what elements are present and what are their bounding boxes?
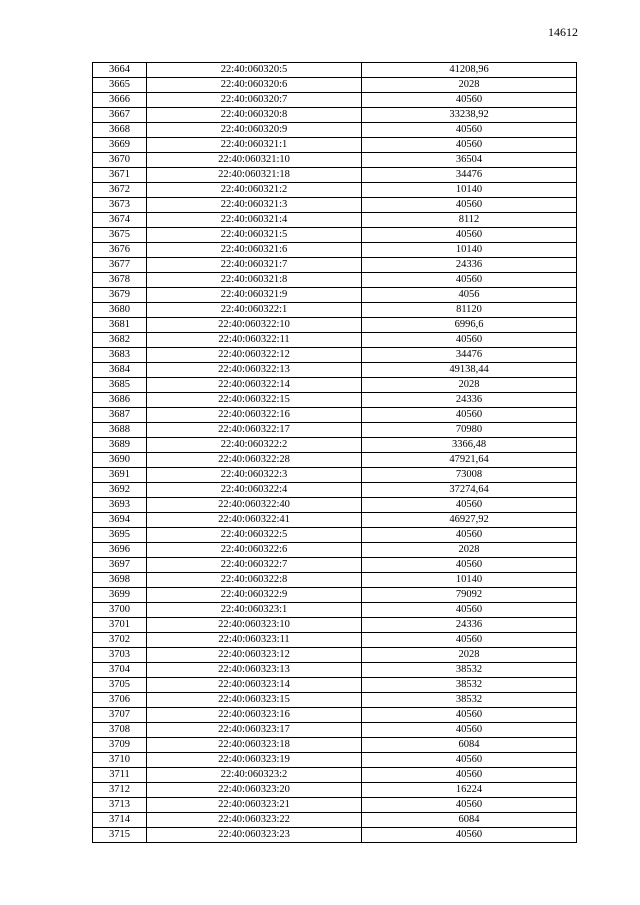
table-row	[93, 363, 577, 378]
value-cell: 6084	[362, 813, 577, 828]
cadastral-number-cell: 22:40:060323:20	[147, 783, 362, 798]
value-cell: 2028	[362, 378, 577, 393]
table-row	[93, 63, 577, 78]
row-number-cell: 3703	[93, 648, 147, 663]
cadastral-number-cell: 22:40:060321:2	[147, 183, 362, 198]
value-cell: 40560	[362, 333, 577, 348]
cadastral-number-cell: 22:40:060320:6	[147, 78, 362, 93]
cadastral-number-cell: 22:40:060323:12	[147, 648, 362, 663]
value-cell: 73008	[362, 468, 577, 483]
cadastral-number-cell: 22:40:060321:6	[147, 243, 362, 258]
table-row	[93, 723, 577, 738]
cadastral-number-cell: 22:40:060321:9	[147, 288, 362, 303]
cadastral-number-cell: 22:40:060321:10	[147, 153, 362, 168]
table-row	[93, 303, 577, 318]
cadastral-number-cell: 22:40:060322:11	[147, 333, 362, 348]
value-cell: 10140	[362, 183, 577, 198]
value-cell: 40560	[362, 708, 577, 723]
cadastral-number-cell: 22:40:060323:19	[147, 753, 362, 768]
cadastral-number-cell: 22:40:060321:8	[147, 273, 362, 288]
row-number-cell: 3694	[93, 513, 147, 528]
cadastral-number-cell: 22:40:060322:16	[147, 408, 362, 423]
table-row	[93, 288, 577, 303]
value-cell: 6084	[362, 738, 577, 753]
value-cell: 40560	[362, 798, 577, 813]
value-cell: 4056	[362, 288, 577, 303]
table-row	[93, 543, 577, 558]
table-row	[93, 273, 577, 288]
table-row	[93, 708, 577, 723]
table-row	[93, 168, 577, 183]
row-number-cell: 3700	[93, 603, 147, 618]
cadastral-number-cell: 22:40:060323:13	[147, 663, 362, 678]
row-number-cell: 3692	[93, 483, 147, 498]
table-row	[93, 618, 577, 633]
cadastral-number-cell: 22:40:060323:2	[147, 768, 362, 783]
cadastral-number-cell: 22:40:060321:3	[147, 198, 362, 213]
row-number-cell: 3688	[93, 423, 147, 438]
row-number-cell: 3665	[93, 78, 147, 93]
value-cell: 40560	[362, 138, 577, 153]
row-number-cell: 3682	[93, 333, 147, 348]
cadastral-number-cell: 22:40:060320:5	[147, 63, 362, 78]
cadastral-number-cell: 22:40:060322:1	[147, 303, 362, 318]
table-row	[93, 78, 577, 93]
table-row	[93, 603, 577, 618]
table-row	[93, 213, 577, 228]
cadastral-number-cell: 22:40:060323:23	[147, 828, 362, 843]
cadastral-number-cell: 22:40:060323:11	[147, 633, 362, 648]
cadastral-number-cell: 22:40:060322:4	[147, 483, 362, 498]
cadastral-number-cell: 22:40:060321:4	[147, 213, 362, 228]
row-number-cell: 3674	[93, 213, 147, 228]
table-row	[93, 438, 577, 453]
row-number-cell: 3689	[93, 438, 147, 453]
cadastral-number-cell: 22:40:060323:15	[147, 693, 362, 708]
table-row	[93, 243, 577, 258]
table-row	[93, 348, 577, 363]
value-cell: 40560	[362, 498, 577, 513]
cadastral-table	[92, 62, 577, 843]
row-number-cell: 3699	[93, 588, 147, 603]
cadastral-number-cell: 22:40:060323:14	[147, 678, 362, 693]
table-row	[93, 783, 577, 798]
value-cell: 3366,48	[362, 438, 577, 453]
table-row	[93, 828, 577, 843]
value-cell: 38532	[362, 663, 577, 678]
cadastral-number-cell: 22:40:060322:2	[147, 438, 362, 453]
table-row	[93, 378, 577, 393]
table-row	[93, 663, 577, 678]
cadastral-number-cell: 22:40:060322:6	[147, 543, 362, 558]
value-cell: 2028	[362, 543, 577, 558]
row-number-cell: 3715	[93, 828, 147, 843]
cadastral-number-cell: 22:40:060320:9	[147, 123, 362, 138]
row-number-cell: 3670	[93, 153, 147, 168]
cadastral-number-cell: 22:40:060321:1	[147, 138, 362, 153]
value-cell: 40560	[362, 273, 577, 288]
value-cell: 40560	[362, 768, 577, 783]
row-number-cell: 3711	[93, 768, 147, 783]
row-number-cell: 3691	[93, 468, 147, 483]
cadastral-number-cell: 22:40:060322:41	[147, 513, 362, 528]
table-row	[93, 138, 577, 153]
value-cell: 46927,92	[362, 513, 577, 528]
row-number-cell: 3668	[93, 123, 147, 138]
row-number-cell: 3696	[93, 543, 147, 558]
row-number-cell: 3714	[93, 813, 147, 828]
row-number-cell: 3673	[93, 198, 147, 213]
cadastral-number-cell: 22:40:060323:16	[147, 708, 362, 723]
row-number-cell: 3710	[93, 753, 147, 768]
table-row	[93, 558, 577, 573]
cadastral-number-cell: 22:40:060323:18	[147, 738, 362, 753]
row-number-cell: 3685	[93, 378, 147, 393]
row-number-cell: 3702	[93, 633, 147, 648]
table-row	[93, 483, 577, 498]
table-row	[93, 798, 577, 813]
value-cell: 49138,44	[362, 363, 577, 378]
row-number-cell: 3690	[93, 453, 147, 468]
value-cell: 40560	[362, 528, 577, 543]
value-cell: 40560	[362, 603, 577, 618]
table-row	[93, 393, 577, 408]
cadastral-number-cell: 22:40:060322:15	[147, 393, 362, 408]
table-row	[93, 528, 577, 543]
row-number-cell: 3675	[93, 228, 147, 243]
value-cell: 37274,64	[362, 483, 577, 498]
value-cell: 40560	[362, 753, 577, 768]
row-number-cell: 3678	[93, 273, 147, 288]
cadastral-number-cell: 22:40:060322:14	[147, 378, 362, 393]
value-cell: 33238,92	[362, 108, 577, 123]
cadastral-number-cell: 22:40:060322:5	[147, 528, 362, 543]
cadastral-number-cell: 22:40:060321:7	[147, 258, 362, 273]
row-number-cell: 3697	[93, 558, 147, 573]
table-row	[93, 768, 577, 783]
table-row	[93, 573, 577, 588]
cadastral-number-cell: 22:40:060322:7	[147, 558, 362, 573]
row-number-cell: 3676	[93, 243, 147, 258]
row-number-cell: 3701	[93, 618, 147, 633]
row-number-cell: 3713	[93, 798, 147, 813]
cadastral-number-cell: 22:40:060323:21	[147, 798, 362, 813]
value-cell: 41208,96	[362, 63, 577, 78]
cadastral-number-cell: 22:40:060320:8	[147, 108, 362, 123]
cadastral-number-cell: 22:40:060322:10	[147, 318, 362, 333]
value-cell: 81120	[362, 303, 577, 318]
table-row	[93, 123, 577, 138]
value-cell: 38532	[362, 678, 577, 693]
table-row	[93, 498, 577, 513]
value-cell: 16224	[362, 783, 577, 798]
row-number-cell: 3709	[93, 738, 147, 753]
table-row	[93, 453, 577, 468]
row-number-cell: 3705	[93, 678, 147, 693]
table-row	[93, 93, 577, 108]
row-number-cell: 3693	[93, 498, 147, 513]
table-row	[93, 318, 577, 333]
cadastral-number-cell: 22:40:060322:3	[147, 468, 362, 483]
table-row	[93, 153, 577, 168]
value-cell: 40560	[362, 123, 577, 138]
table-row	[93, 633, 577, 648]
table-row	[93, 813, 577, 828]
value-cell: 24336	[362, 618, 577, 633]
row-number-cell: 3684	[93, 363, 147, 378]
cadastral-number-cell: 22:40:060322:9	[147, 588, 362, 603]
row-number-cell: 3712	[93, 783, 147, 798]
row-number-cell: 3686	[93, 393, 147, 408]
row-number-cell: 3698	[93, 573, 147, 588]
row-number-cell: 3708	[93, 723, 147, 738]
row-number-cell: 3679	[93, 288, 147, 303]
table-row	[93, 423, 577, 438]
table-row	[93, 228, 577, 243]
row-number-cell: 3704	[93, 663, 147, 678]
table-row	[93, 678, 577, 693]
table-row	[93, 408, 577, 423]
value-cell: 2028	[362, 78, 577, 93]
row-number-cell: 3681	[93, 318, 147, 333]
value-cell: 40560	[362, 408, 577, 423]
cadastral-number-cell: 22:40:060322:40	[147, 498, 362, 513]
table-row	[93, 183, 577, 198]
row-number-cell: 3672	[93, 183, 147, 198]
value-cell: 40560	[362, 228, 577, 243]
value-cell: 24336	[362, 393, 577, 408]
row-number-cell: 3695	[93, 528, 147, 543]
value-cell: 10140	[362, 573, 577, 588]
table-row	[93, 108, 577, 123]
table-row	[93, 198, 577, 213]
value-cell: 40560	[362, 558, 577, 573]
cadastral-number-cell: 22:40:060322:12	[147, 348, 362, 363]
cadastral-number-cell: 22:40:060322:8	[147, 573, 362, 588]
cadastral-number-cell: 22:40:060321:5	[147, 228, 362, 243]
row-number-cell: 3664	[93, 63, 147, 78]
value-cell: 40560	[362, 723, 577, 738]
table-row	[93, 738, 577, 753]
cadastral-number-cell: 22:40:060322:17	[147, 423, 362, 438]
row-number-cell: 3707	[93, 708, 147, 723]
row-number-cell: 3669	[93, 138, 147, 153]
cadastral-number-cell: 22:40:060323:17	[147, 723, 362, 738]
row-number-cell: 3706	[93, 693, 147, 708]
table-row	[93, 468, 577, 483]
value-cell: 70980	[362, 423, 577, 438]
table-row	[93, 333, 577, 348]
row-number-cell: 3687	[93, 408, 147, 423]
table-row	[93, 588, 577, 603]
table-row	[93, 513, 577, 528]
value-cell: 34476	[362, 348, 577, 363]
page-number: 14612	[548, 25, 578, 39]
value-cell: 34476	[362, 168, 577, 183]
cadastral-number-cell: 22:40:060322:28	[147, 453, 362, 468]
value-cell: 40560	[362, 93, 577, 108]
table-row	[93, 693, 577, 708]
value-cell: 36504	[362, 153, 577, 168]
cadastral-number-cell: 22:40:060320:7	[147, 93, 362, 108]
row-number-cell: 3671	[93, 168, 147, 183]
table-row	[93, 258, 577, 273]
value-cell: 10140	[362, 243, 577, 258]
row-number-cell: 3666	[93, 93, 147, 108]
cadastral-number-cell: 22:40:060323:1	[147, 603, 362, 618]
cadastral-number-cell: 22:40:060322:13	[147, 363, 362, 378]
value-cell: 6996,6	[362, 318, 577, 333]
cadastral-number-cell: 22:40:060321:18	[147, 168, 362, 183]
value-cell: 8112	[362, 213, 577, 228]
row-number-cell: 3677	[93, 258, 147, 273]
row-number-cell: 3680	[93, 303, 147, 318]
cadastral-number-cell: 22:40:060323:10	[147, 618, 362, 633]
row-number-cell: 3683	[93, 348, 147, 363]
table-body	[93, 63, 577, 843]
cadastral-number-cell: 22:40:060323:22	[147, 813, 362, 828]
value-cell: 40560	[362, 633, 577, 648]
value-cell: 40560	[362, 198, 577, 213]
value-cell: 24336	[362, 258, 577, 273]
value-cell: 38532	[362, 693, 577, 708]
value-cell: 2028	[362, 648, 577, 663]
value-cell: 79092	[362, 588, 577, 603]
table-row	[93, 648, 577, 663]
value-cell: 40560	[362, 828, 577, 843]
value-cell: 47921,64	[362, 453, 577, 468]
table-row	[93, 753, 577, 768]
row-number-cell: 3667	[93, 108, 147, 123]
